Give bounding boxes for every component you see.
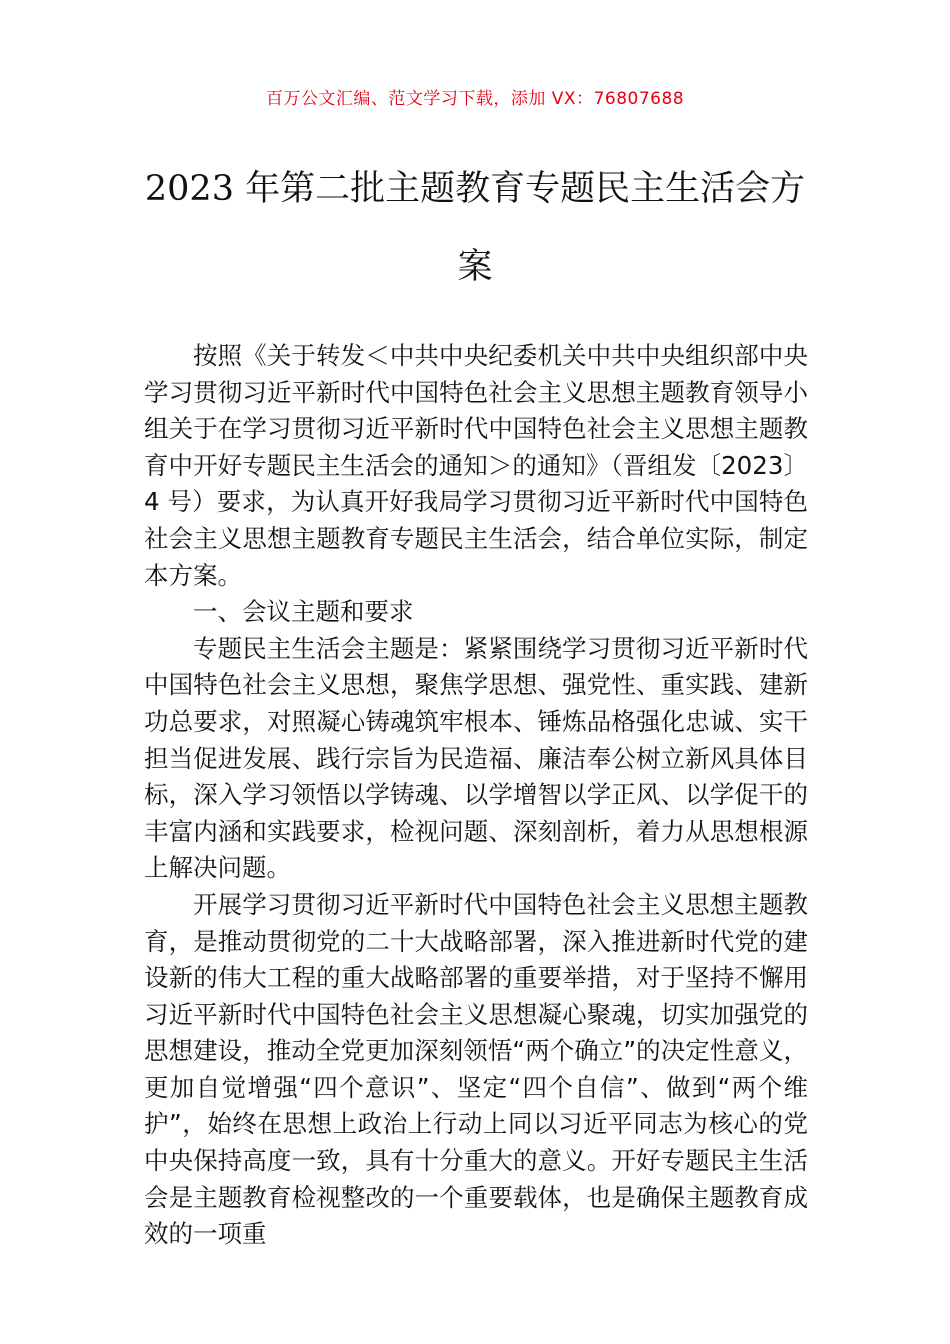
document-body: [144, 338, 808, 1253]
header-watermark-note: 百万公文汇编、范文学习下载，添加 VX：76807688: [265, 89, 685, 109]
document-title: 2023 年第二批主题教育专题民主生活会方案: [144, 169, 806, 287]
paragraph-theme: 专题民主生活会主题是：紧紧围绕学习贯彻习近平新时代中国特色社会主义思想，聚焦学思想、强党性、重实践、建新功总要求，对照凝心铸魂筑牢根本、锤炼品格强化忠诚、实干担当促进发展、践行宗旨为民造福、廉洁奉公树立新风具体目标，深入学习领悟以学铸魂、以学增智以学正风、以学促干的丰富内涵和实践要求，检视问题、深刻剖析，着力从思想根源上解决问题。: [144, 633, 808, 883]
paragraph-significance: 开展学习贯彻习近平新时代中国特色社会主义思想主题教育，是推动贯彻党的二十大战略部署，深入推进新时代党的建设新的伟大工程的重大战略部署的重要举措，对于坚持不懈用习近平新时代中国特色社会主义思想凝心聚魂，切实加强党的思想建设，推动全党更加深刻领悟“两个确立”的决定性意义，更加自觉增强“四个意识”、坚定“四个自信”、做到“两个维护”，始终在思想上政治上行动上同以习近平同志为核心的党中央保持高度一致，具有十分重大的意义。开好专题民主生活会是主题教育检视整改的一个重要载体，也是确保主题教育成效的一项重: [144, 889, 808, 1249]
section-heading-1: 一、会议主题和要求: [193, 597, 414, 627]
paragraph-intro: 按照《关于转发＜中共中央纪委机关中共中央组织部中央学习贯彻习近平新时代中国特色社会主义思想主题教育领导小组关于在学习贯彻习近平新时代中国特色社会主义思想主题教育中开好专题民主生活会的通知＞的通知》（晋组发〔2023〕4 号）要求，为认真开好我局学习贯彻习近平新时代中国特色社会主义思想主题教育专题民主生活会，结合单位实际，制定本方案。: [144, 341, 808, 590]
